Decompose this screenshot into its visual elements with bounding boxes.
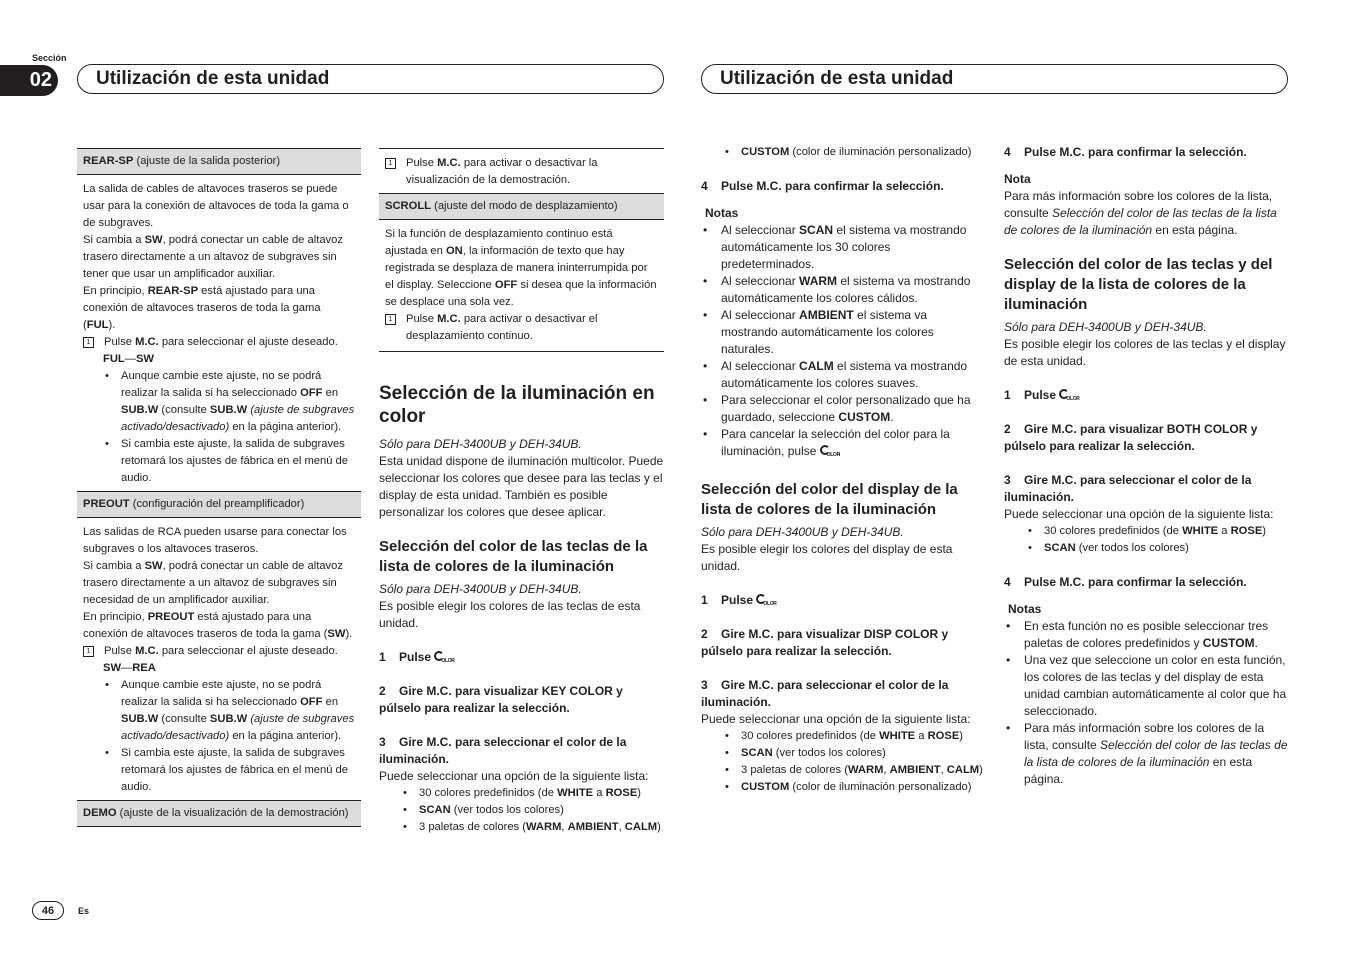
column-2 <box>379 148 664 836</box>
model-note: Sólo para DEH-3400UB y DEH-34UB. <box>701 525 904 539</box>
step-3-text: Puede seleccionar una opción de la siguiente lista: <box>379 769 649 783</box>
step-4: 4 Pulse M.C. para confirmar la selección. <box>1004 145 1247 159</box>
model-note: Sólo para DEH-3400UB y DEH-34UB. <box>1004 320 1207 334</box>
step-1: 1 Pulse OLOR <box>701 592 986 609</box>
heading-illumination: Selección de la iluminación en color <box>379 383 655 427</box>
rear-sp-body: La salida de cables de altavoces traseros se puede usar para la conexión de altavoces de toda la gama o de subgraves. Si cambia a SW, podrá conectar un cable de altavoz trasero directamente a un altavoz de subgraves sin tener que usar un amplificador auxiliar. En principio, REAR-SP está ajustado para una conexión de altavoces traseros de toda la gama (FUL). 1 Pulse M.C. para seleccionar el ajuste deseado. FUL—SW • Aunque cambie este ajuste, no se podrá realizar la salida si ha seleccionado OFF en SUB.W (consulte SUB.W (ajuste de subgraves activado/desactivado) en la página anterior). • Si cambia este ajuste, la salida de subgraves retomará los ajustes de fábrica en el menú de audio. <box>77 175 361 491</box>
step-3: 3 Gire M.C. para seleccionar el color de la iluminación. <box>701 678 949 709</box>
demo-body: 1 Pulse M.C. para activar o desactivar la visualización de la demostración. <box>379 148 664 193</box>
page-title-right: Utilización de esta unidad <box>701 64 1288 94</box>
step-3: 3 Gire M.C. para seleccionar el color de la iluminación. <box>379 735 627 766</box>
step-box: 1 <box>83 337 94 348</box>
step-2: 2 Gire M.C. para visualizar BOTH COLOR y púlselo para realizar la selección. <box>1004 422 1258 453</box>
illumination-text: Esta unidad dispone de iluminación multicolor. Puede seleccionar los colores que desee para las teclas y el display de esta unidad. También es posible personalizar los colores que desee aplicar. <box>379 454 664 519</box>
step-2: 2 Gire M.C. para visualizar KEY COLOR y púlselo para realizar la selección. <box>379 684 623 715</box>
column-3 <box>701 144 986 796</box>
step-3-text: Puede seleccionar una opción de la siguiente lista: <box>701 712 971 726</box>
section-number-tab: 02 <box>0 65 58 96</box>
step-2: 2 Gire M.C. para visualizar DISP COLOR y púlselo para realizar la selección. <box>701 627 949 658</box>
section-label: Sección <box>32 53 67 63</box>
notes-list: • Al seleccionar SCAN el sistema va mostrando automáticamente los 30 colores predeterminados. • Al seleccionar WARM el sistema va mostrando automáticamente los colores cálidos. • Al seleccionar AMBIENT el sistema va mostrando automáticamente los colores naturales. • Al seleccionar CALM el sistema va mostrando automáticamente los colores suaves. • Para seleccionar el color personalizado que ha guardado, seleccione CUSTOM. • Para cancelar la selección del color para la iluminación, pulse OLOR. <box>701 222 986 460</box>
option-list: • 30 colores predefinidos (de WHITE a ROSE) • SCAN (ver todos los colores) <box>1004 523 1289 557</box>
heading-key-color: Selección del color de las teclas de la lista de colores de la iluminación <box>379 538 648 575</box>
heading-both-color: Selección del color de las teclas y del display de la lista de colores de la iluminación <box>1004 256 1273 313</box>
rear-sp-bar: REAR-SP (ajuste de la salida posterior) <box>77 148 361 175</box>
option-list: • 30 colores predefinidos (de WHITE a ROSE) • SCAN (ver todos los colores) • 3 paletas de colores (WARM, AMBIENT, CALM) <box>379 785 664 836</box>
model-note: Sólo para DEH-3400UB y DEH-34UB. <box>379 437 582 451</box>
demo-bar: DEMO (ajuste de la visualización de la demostración) <box>77 800 361 827</box>
nota-text: Para más información sobre los colores de la lista, consulte Selección del color de las teclas de la lista de colores de la iluminación en esta página. <box>1004 189 1277 237</box>
step-1: 1 Pulse OLOR <box>1004 387 1289 404</box>
both-color-text: Es posible elegir los colores de las teclas y el display de esta unidad. <box>1004 337 1286 368</box>
option-list-cont: • CUSTOM (color de iluminación personalizado) <box>701 144 986 161</box>
scroll-bar: SCROLL (ajuste del modo de desplazamiento) <box>379 193 664 220</box>
page-title-left: Utilización de esta unidad <box>77 64 664 94</box>
step-box: 1 <box>385 158 396 169</box>
display-color-text: Es posible elegir los colores del display de esta unidad. <box>701 542 953 573</box>
heading-display-color: Selección del color del display de la lista de colores de la iluminación <box>701 481 958 518</box>
step-box: 1 <box>83 646 94 657</box>
column-4 <box>1004 144 1289 788</box>
step-1: 1 Pulse OLOR <box>379 649 664 666</box>
step-3-text: Puede seleccionar una opción de la siguiente lista: <box>1004 507 1274 521</box>
nota-heading: Nota <box>1004 172 1031 186</box>
preout-bar: PREOUT (configuración del preamplificador) <box>77 491 361 518</box>
key-color-text: Es posible elegir los colores de las teclas de esta unidad. <box>379 599 641 630</box>
preout-body: Las salidas de RCA pueden usarse para conectar los subgraves o los altavoces traseros. Si cambia a SW, podrá conectar un cable de altavoz trasero directamente a un altavoz de subgraves sin necesidad de un amplificador auxiliar. En principio, PREOUT está ajustado para una conexión de altavoces traseros de toda la gama (SW). 1 Pulse M.C. para seleccionar el ajuste deseado. SW—REA • Aunque cambie este ajuste, no se podrá realizar la salida si ha seleccionado OFF en SUB.W (consulte SUB.W (ajuste de subgraves activado/desactivado) en la página anterior). • Si cambia este ajuste, la salida de subgraves retomará los ajustes de fábrica en el menú de audio. <box>77 518 361 800</box>
color-button-icon <box>1059 389 1077 400</box>
color-button-icon <box>434 651 452 662</box>
step-3: 3 Gire M.C. para seleccionar el color de la iluminación. <box>1004 473 1252 504</box>
page-number: 46 <box>32 901 64 920</box>
scroll-body: Si la función de desplazamiento continuo está ajustada en ON, la información de texto que hay registrada se desplaza de manera ininterrumpida por el display. Seleccione OFF si desea que la información se desplace una sola vez. 1 Pulse M.C. para activar o desactivar el desplazamiento continuo. <box>379 220 664 352</box>
notes-list: • En esta función no es posible seleccionar tres paletas de colores predefinidos y CUSTOM. • Una vez que seleccione un color en esta función, los colores de las teclas y del display de esta unidad cambian automáticamente al color que ha seleccionado. • Para más información sobre los colores de la lista, consulte Selección del color de las teclas de la lista de colores de la iluminación en esta página. <box>1004 618 1289 788</box>
notes-heading: Notas <box>1008 602 1042 616</box>
color-button-icon <box>756 594 774 605</box>
option-list: • 30 colores predefinidos (de WHITE a ROSE) • SCAN (ver todos los colores) • 3 paletas de colores (WARM, AMBIENT, CALM) • CUSTOM (color de iluminación personalizado) <box>701 728 986 796</box>
step-4: 4 Pulse M.C. para confirmar la selección. <box>701 179 944 193</box>
notes-heading: Notas <box>705 206 739 220</box>
model-note: Sólo para DEH-3400UB y DEH-34UB. <box>379 582 582 596</box>
language-code: Es <box>78 906 90 916</box>
step-4b: 4 Pulse M.C. para confirmar la selección. <box>1004 575 1247 589</box>
color-button-icon <box>820 445 838 456</box>
step-box: 1 <box>385 314 396 325</box>
column-1 <box>77 148 361 827</box>
